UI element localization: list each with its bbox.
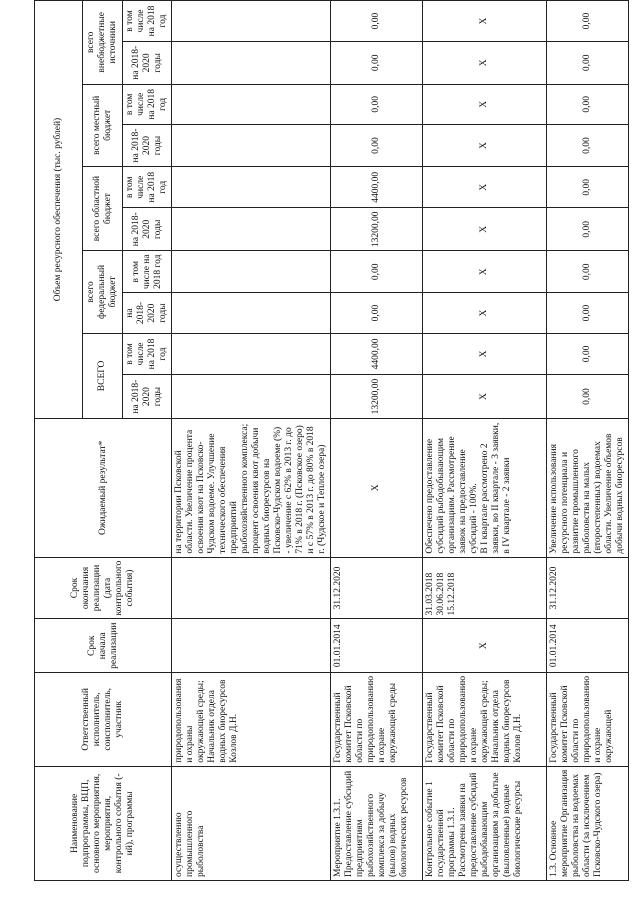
header-total: ВСЕГО: [83, 333, 123, 418]
cell-value: [172, 293, 331, 333]
cell-value: 0,00: [331, 1, 423, 42]
row-name: осуществлению промышленного рыболовства: [172, 766, 331, 880]
row-result: Обеспечено предоставление субсидий рыбодобывающим организациям. Рассмотрение заявок на предоставление субсидий - 100%. В I квартале рассмотрено 2 заявки, во II квартале - 3 заявки, в IV квартале - 2 заявки: [423, 419, 547, 558]
subheader-regional-2018: в том числе на 2018 год: [123, 167, 172, 208]
table-row: [172, 1, 331, 881]
cell-value: [172, 125, 331, 167]
row-executor: природопользования и охраны окружающей среды; Начальник отдела водных биоресурсов Козлов Д.Н.: [172, 672, 331, 766]
cell-value: 0,00: [331, 125, 423, 167]
cell-value: 0,00: [547, 1, 629, 42]
row-name: 1.3. Основное мероприятие Организация рыболовства на водоемах области (за исключением Псковско-Чудского озера): [547, 766, 629, 880]
cell-value: 0,00: [547, 375, 629, 419]
cell-value: 0,00: [547, 293, 629, 333]
row-executor: Государственный комитет Псковской области по природопользованию и охране окружающей: [547, 672, 629, 766]
cell-value: [172, 333, 331, 374]
cell-value: 0,00: [547, 333, 629, 374]
subheader-regional-period: на 2018-2020 годы: [123, 208, 172, 251]
cell-value: 0,00: [547, 208, 629, 251]
cell-value: Х: [423, 167, 547, 208]
header-extra: всего внебюджетные источники: [83, 1, 123, 85]
cell-value: Х: [423, 1, 547, 42]
row-name: Мероприятие 1.3.1. Предоставление субсидий предприятиям рыбохозяйственного комплекса за добычу (вылов) водных биологических ресурсов: [331, 766, 423, 880]
cell-value: Х: [423, 84, 547, 124]
cell-value: [172, 84, 331, 124]
subheader-total-2018: в том числе на 2018 год: [123, 333, 172, 374]
cell-value: 4400,00: [331, 333, 423, 374]
header-regional: всего областной бюджет: [83, 167, 123, 251]
subheader-extra-2018: в том числе на 2018 год: [123, 1, 172, 42]
cell-value: 0,00: [547, 251, 629, 293]
subheader-federal-2018: в том числе на 2018 год: [123, 251, 172, 293]
row-executor: Государственный комитет Псковской области по природопользованию и охране окружающей среды; Начальник отдела водных биоресурсов Козлов Д.Н.: [423, 672, 547, 766]
subheader-federal-period: на 2018-2020 годы: [123, 293, 172, 333]
header-resources: Объем ресурсного обеспечения (тыс. рублей): [35, 1, 83, 419]
cell-value: 13200,00: [331, 208, 423, 251]
table-row: [331, 1, 423, 881]
header-start-date: Срок начала реализации: [35, 619, 172, 672]
cell-value: 13200,00: [331, 375, 423, 419]
row-end: 31.12.2020: [331, 557, 423, 619]
cell-value: Х: [423, 333, 547, 374]
cell-value: Х: [423, 375, 547, 419]
header-name: Наименование подпрограммы, ВЦП, основного мероприятия, мероприятия, контрольного события (-ий), программы: [35, 766, 172, 880]
subheader-local-2018: в том числе на 2018 год: [123, 84, 172, 124]
header-result: Ожидаемый результат*: [35, 419, 172, 558]
row-start: [172, 619, 331, 672]
row-executor: Государственный комитет Псковской области по природопользованию и охране окружающей среды: [331, 672, 423, 766]
cell-value: Х: [423, 208, 547, 251]
row-result: Увеличение использования ресурсного потенциала и развитие промышленного рыболовства на малых (второстепенных) водоемах области. Увеличение объемов добычи водных биоресурсов: [547, 419, 629, 558]
table-row: [547, 1, 629, 881]
cell-value: 0,00: [331, 293, 423, 333]
header-end-date: Срок окончания реализации (дата контрольного события): [35, 557, 172, 619]
cell-value: [172, 208, 331, 251]
row-start: Х: [423, 619, 547, 672]
subheader-total-period: на 2018-2020 годы: [123, 375, 172, 419]
cell-value: [172, 167, 331, 208]
table-row: [423, 1, 547, 881]
cell-value: 0,00: [547, 167, 629, 208]
row-result: Х: [331, 419, 423, 558]
cell-value: 4400,00: [331, 167, 423, 208]
cell-value: 0,00: [547, 42, 629, 85]
cell-value: Х: [423, 293, 547, 333]
row-name: Контрольное событие 1 государственной программы 1.3.1. Рассмотрены заявки на предоставление субсидий рыбодобывающим организациям за добытые (выловленные) водные биологические ресурсы: [423, 766, 547, 880]
cell-value: [172, 375, 331, 419]
row-start: 01.01.2014: [331, 619, 423, 672]
header-federal: всего федеральный бюджет: [83, 251, 123, 334]
header-local: всего местный бюджет: [83, 84, 123, 166]
row-start: 01.01.2014: [547, 619, 629, 672]
resource-table: [34, 0, 629, 881]
cell-value: [172, 1, 331, 42]
row-result: на территории Псковской области. Увеличение процента освоения квот на Псковско-Чудском водоеме. Улучшение технического обеспечения предприятий рыбохозяйственного комплекса; процент освоения квот добычи водных биоресурсов на Псковско-Чудском водоеме (%) - увеличение с 62% в 2013 г. до 71% в 2018 г. (Псковское озеро) и с 57% в 2013 г. до 80% в 2018 г. (Чудское и Теплое озера): [172, 419, 331, 558]
cell-value: [172, 42, 331, 85]
cell-value: 0,00: [331, 42, 423, 85]
row-end: 31.12.2020: [547, 557, 629, 619]
cell-value: 0,00: [331, 84, 423, 124]
cell-value: 0,00: [547, 84, 629, 124]
cell-value: 0,00: [331, 251, 423, 293]
row-end: 31.03.2018 30.06.2018 15.12.2018: [423, 557, 547, 619]
cell-value: Х: [423, 125, 547, 167]
header-executor: Ответственный исполнитель, соисполнитель, участник: [35, 672, 172, 766]
cell-value: 0,00: [547, 125, 629, 167]
row-end: [172, 557, 331, 619]
cell-value: Х: [423, 251, 547, 293]
cell-value: Х: [423, 42, 547, 85]
subheader-extra-period: на 2018-2020 годы: [123, 42, 172, 85]
subheader-local-period: на 2018-2020 годы: [123, 125, 172, 167]
cell-value: [172, 251, 331, 293]
